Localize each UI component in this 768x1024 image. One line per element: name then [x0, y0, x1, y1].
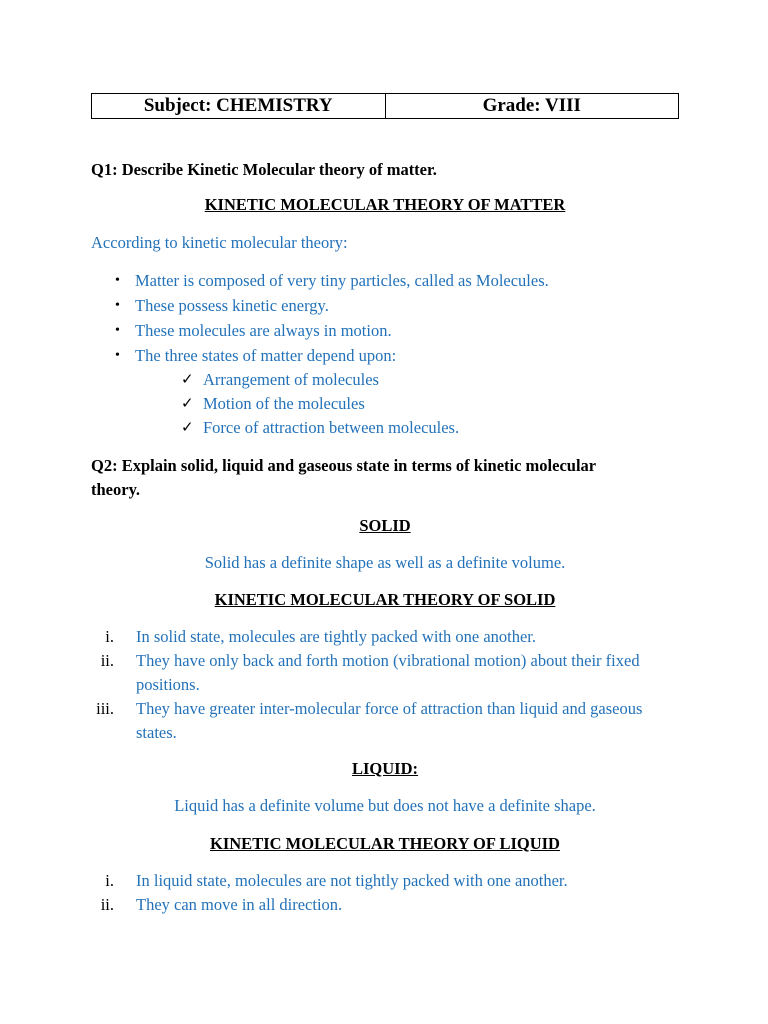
solid-definition: Solid has a definite shape as well as a definite volume.	[204, 553, 566, 572]
list-item: ✓ Force of attraction between molecules.	[181, 418, 460, 437]
q1-check-list	[181, 370, 459, 442]
list-item: ii. They have only back and forth motion (vibrational motion) about their fixed positions.	[100, 651, 640, 694]
list-item: • Matter is composed of very tiny particles, called as Molecules.	[115, 271, 549, 290]
liquid-heading: LIQUID:	[351, 759, 418, 778]
bullet-icon: •	[115, 323, 120, 338]
list-item: i. In liquid state, molecules are not tightly packed with one another.	[105, 871, 568, 890]
list-item: i. In solid state, molecules are tightly packed with one another.	[105, 627, 537, 646]
solid-heading: SOLID	[359, 516, 411, 535]
bullet-icon: •	[115, 298, 120, 313]
checkmark-icon: ✓	[181, 396, 194, 412]
liquid-theory-heading: KINETIC MOLECULAR THEORY OF LIQUID	[210, 834, 560, 853]
checkmark-icon: ✓	[181, 420, 194, 436]
list-item: iii. They have greater inter-molecular force of attraction than liquid and gaseous states.	[96, 699, 643, 742]
liquid-points-list	[80, 869, 690, 917]
list-item: ✓ Motion of the molecules	[181, 394, 365, 413]
subject-cell: Subject: CHEMISTRY	[92, 94, 386, 118]
list-item: • These molecules are always in motion.	[115, 321, 392, 340]
solid-theory-heading: KINETIC MOLECULAR THEORY OF SOLID	[214, 590, 556, 609]
solid-points-list	[80, 625, 690, 745]
q1-bullet-list	[113, 271, 549, 371]
bullet-icon: •	[115, 273, 120, 288]
q1-heading: KINETIC MOLECULAR THEORY OF MATTER	[204, 195, 566, 214]
checkmark-icon: ✓	[181, 372, 194, 388]
q1-question: Q1: Describe Kinetic Molecular theory of matter.	[91, 160, 437, 179]
header-table	[91, 93, 679, 119]
bullet-icon: •	[115, 348, 120, 363]
list-item: • These possess kinetic energy.	[115, 296, 329, 315]
q2-question: Q2: Explain solid, liquid and gaseous state in terms of kinetic molecular theory.	[91, 456, 597, 499]
q1-intro: According to kinetic molecular theory:	[91, 233, 348, 252]
grade-cell: Grade: VIII	[482, 95, 581, 116]
list-item: • The three states of matter depend upon:	[115, 346, 397, 365]
list-item: ii. They can move in all direction.	[100, 895, 343, 914]
list-item: ✓ Arrangement of molecules	[181, 370, 379, 389]
liquid-definition: Liquid has a definite volume but does not have a definite shape.	[174, 796, 596, 815]
